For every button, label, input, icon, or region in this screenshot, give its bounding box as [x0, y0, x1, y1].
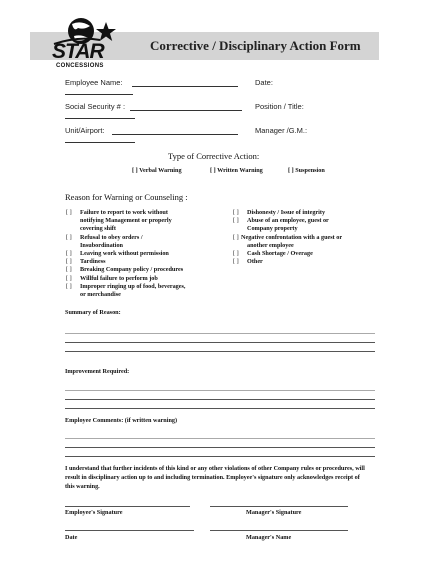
date-label: Date:: [255, 78, 273, 87]
list-item: Insubordination: [80, 241, 123, 249]
list-item[interactable]: [ ] Dishonesty / Issue of integrity: [233, 209, 326, 216]
suspension-checkbox[interactable]: [ ] Suspension: [288, 167, 325, 174]
manager-name-label: Manager's Name: [246, 534, 292, 541]
comments-label: Employee Comments: (if written warning): [65, 417, 178, 424]
social-security-field-cont[interactable]: [65, 118, 135, 119]
verbal-warning-checkbox[interactable]: [ ] Verbal Warning: [132, 167, 182, 174]
manager-signature-label: Manager's Signature: [246, 509, 302, 516]
unit-airport-field-cont[interactable]: [65, 142, 135, 143]
list-item[interactable]: [ ] Cash Shortage / Overage: [233, 250, 313, 258]
list-item[interactable]: [ ] Other: [233, 258, 263, 266]
list-item[interactable]: [ ] Refusal to obey orders /: [66, 233, 143, 241]
social-security-field[interactable]: [130, 110, 242, 111]
acknowledgement-text: I understand that further incidents of this kind or any other violations of other Company rules or procedures, will result in disciplinary action up to and including termination. Employee's signature only acknowledges receipt of this warning.: [65, 465, 365, 490]
unit-airport-field[interactable]: [112, 134, 238, 135]
list-item[interactable]: [ ] Negative confrontation with a guest or: [233, 233, 343, 241]
employee-name-field[interactable]: [132, 86, 238, 87]
corrective-action-heading: Type of Corrective Action:: [168, 151, 260, 161]
unit-airport-label: Unit/Airport:: [65, 126, 105, 135]
summary-line[interactable]: [65, 333, 375, 334]
written-warning-checkbox[interactable]: [ ] Written Warning: [210, 167, 263, 174]
employee-name-label: Employee Name:: [65, 78, 123, 87]
social-security-label: Social Security # :: [65, 102, 126, 111]
improvement-line[interactable]: [65, 408, 375, 409]
date-signature-label: Date: [65, 534, 78, 541]
employee-signature-label: Employee's Signature: [65, 509, 123, 516]
comments-line[interactable]: [65, 447, 375, 448]
position-title-label: Position / Title:: [255, 102, 304, 111]
list-item: covering shift: [80, 225, 116, 233]
list-item[interactable]: [ ] Abuse of an employee, guest or: [233, 217, 329, 225]
improvement-label: Improvement Required:: [65, 368, 130, 375]
list-item[interactable]: [ ] Improper ringing up of food, beverages,: [66, 282, 186, 290]
summary-line[interactable]: [65, 342, 375, 343]
logo-subtitle: CONCESSIONS: [56, 63, 104, 69]
improvement-line[interactable]: [65, 390, 375, 391]
summary-label: Summary of Reason:: [65, 309, 121, 316]
reason-heading: Reason for Warning or Counseling :: [65, 192, 188, 202]
list-item[interactable]: [ ] Breaking Company policy / procedures: [66, 266, 184, 274]
manager-signature-line[interactable]: [210, 506, 348, 507]
list-item: Company property: [247, 225, 298, 233]
summary-line[interactable]: [65, 351, 375, 352]
comments-line[interactable]: [65, 438, 375, 439]
date-signature-line[interactable]: [65, 530, 194, 531]
manager-gm-label: Manager /G.M.:: [255, 126, 308, 135]
list-item[interactable]: [ ] Tardiness: [66, 258, 106, 266]
logo-wordmark: STAR: [52, 40, 104, 63]
employee-signature-line[interactable]: [65, 506, 190, 507]
list-item[interactable]: [ ] Failure to report to work without: [66, 209, 168, 216]
employee-name-field-cont[interactable]: [65, 94, 133, 95]
manager-name-line[interactable]: [210, 530, 348, 531]
list-item: notifying Management or properly: [80, 217, 172, 225]
list-item[interactable]: [ ] Willful failure to perform job: [66, 274, 158, 282]
list-item: or merchandise: [80, 291, 121, 299]
list-item: another employee: [247, 241, 294, 249]
list-item[interactable]: [ ] Leaving work without permission: [66, 250, 169, 258]
reasons-right-list: [233, 209, 342, 266]
page-title: Corrective / Disciplinary Action Form: [150, 38, 361, 53]
reasons-left-list: [66, 209, 185, 299]
comments-line[interactable]: [65, 456, 375, 457]
improvement-line[interactable]: [65, 399, 375, 400]
